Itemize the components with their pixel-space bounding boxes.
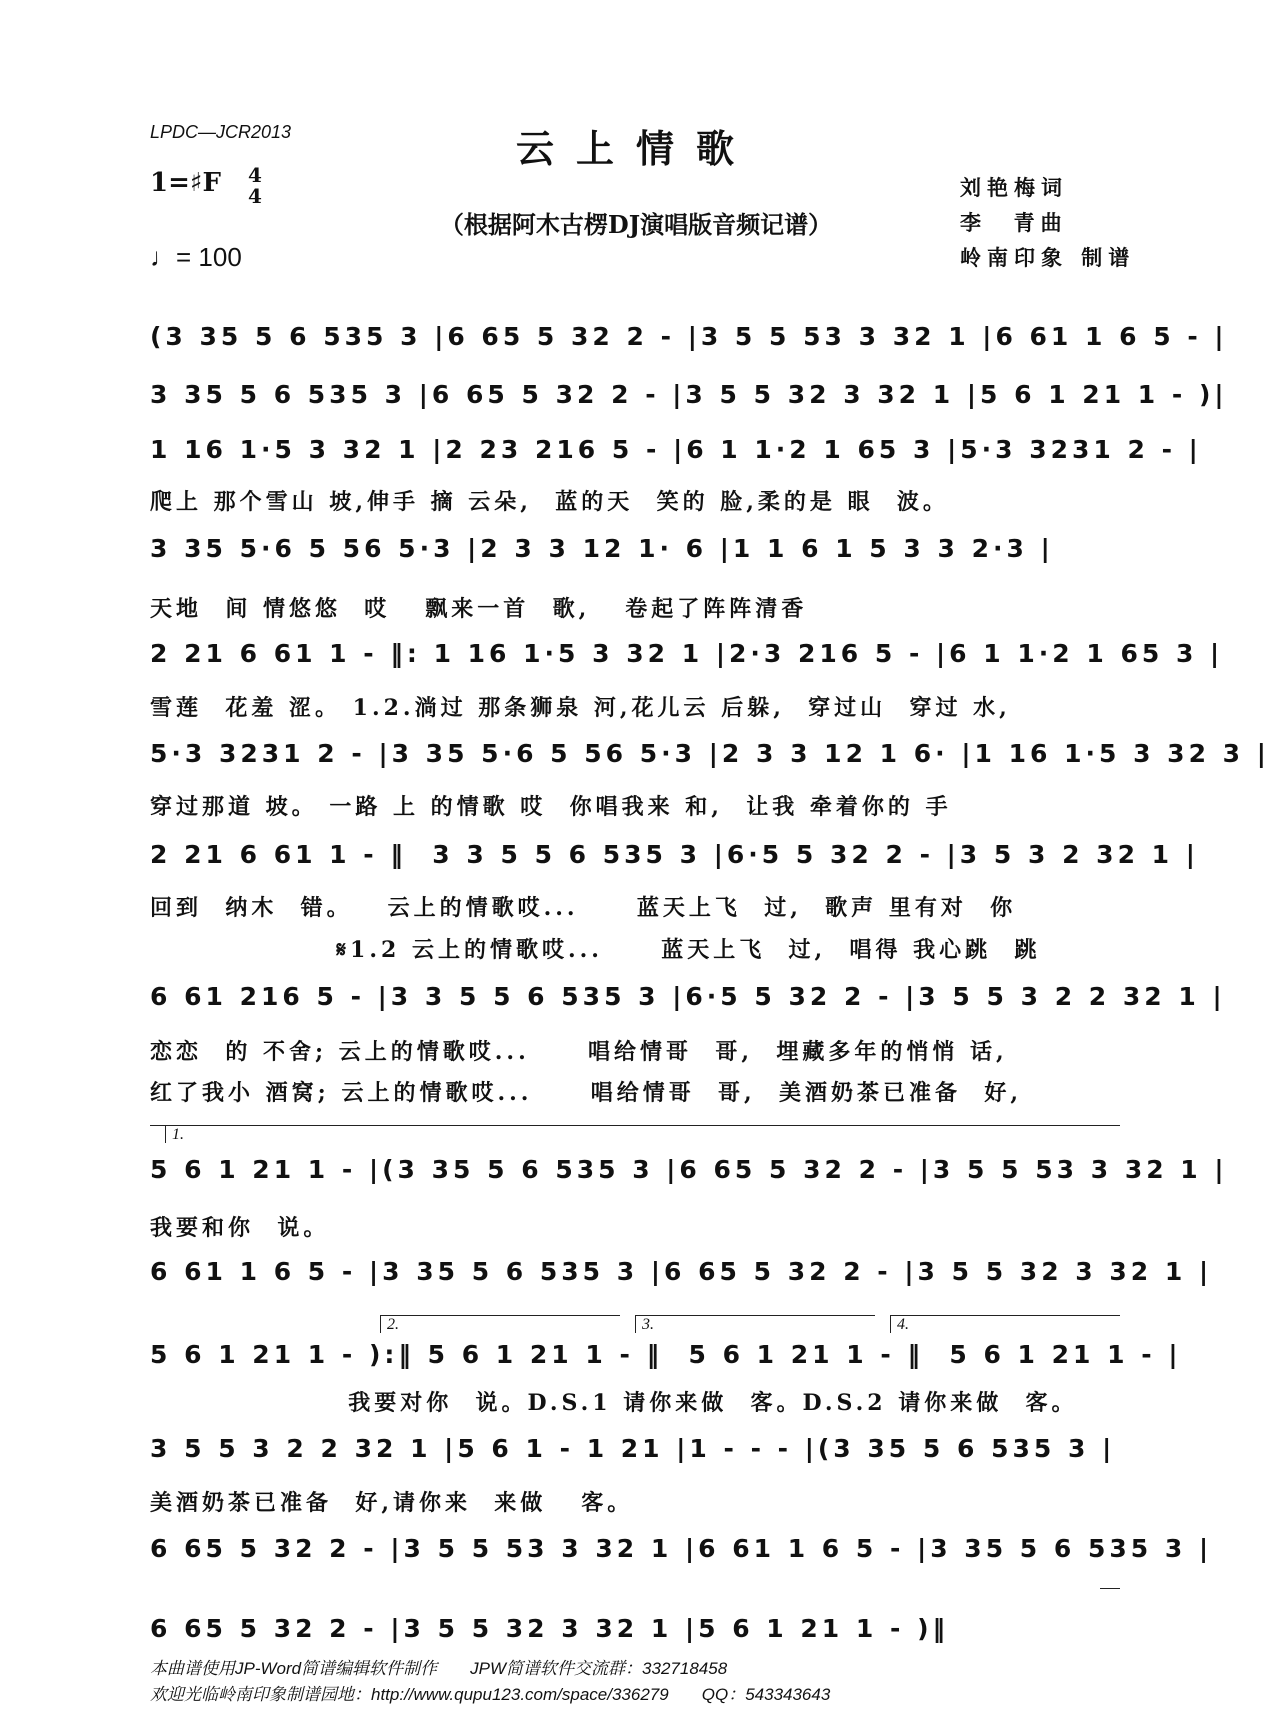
volta-2: 2. <box>380 1315 620 1333</box>
time-signature-top: 4 <box>248 163 262 187</box>
notation-line: 3 35 5·6 5 56 5·3 |2 3 3 12 1· 6 |1 1 6 1 5 3 3 2·3 | <box>150 534 1054 563</box>
notation-line: (3 35 5 6 535 3 |6 65 5 32 2 - |3 5 5 53 3 32 1 |6 61 1 6 5 - | <box>150 322 1228 351</box>
volta-3: 3. <box>635 1315 875 1333</box>
ending-bracket-line <box>1100 1588 1120 1589</box>
credits <box>960 172 1135 277</box>
notation-line: 6 65 5 32 2 - |3 5 5 32 3 32 1 |5 6 1 21 1 - )‖ <box>150 1614 949 1643</box>
lyricist: 刘艳梅词 <box>960 175 1068 200</box>
notation-line: 5 6 1 21 1 - ):‖ 5 6 1 21 1 - ‖ 5 6 1 21 1 - ‖ 5 6 1 21 1 - | <box>150 1340 1182 1369</box>
arranger: 岭南印象 制谱 <box>960 245 1136 270</box>
lyric-line: 恋恋 的 不舍; 云上的情歌哎... 唱给情哥 哥, 埋藏多年的悄悄 话, <box>150 1039 1008 1065</box>
song-title: 云上情歌 <box>515 126 756 171</box>
lyric-line: 我要对你 说。D.S.1 请你来做 客。D.S.2 请你来做 客。 <box>150 1390 1078 1416</box>
footer-website-note: 欢迎光临岭南印象制谱园地：http://www.qupu123.com/space/336279 QQ：543343643 <box>150 1685 831 1704</box>
notation-line: 3 5 5 3 2 2 32 1 |5 6 1 - 1 21 |1 - - - |(3 35 5 6 535 3 | <box>150 1434 1116 1463</box>
notation-line: 5 6 1 21 1 - |(3 35 5 6 535 3 |6 65 5 32 2 - |3 5 5 53 3 32 1 | <box>150 1155 1228 1184</box>
footer-software-note: 本曲谱使用JP-Word简谱编辑软件制作 JPW简谱软件交流群：332718458 <box>150 1659 728 1678</box>
notation-line: 1 16 1·5 3 32 1 |2 23 216 5 - |6 1 1·2 1 65 3 |5·3 3231 2 - | <box>150 435 1202 464</box>
volta-bracket-line <box>150 1125 1120 1126</box>
notation-line: 3 35 5 6 535 3 |6 65 5 32 2 - |3 5 5 32 3 32 1 |5 6 1 21 1 - )| <box>150 380 1228 409</box>
tempo-marking: ♩= 100 <box>150 242 242 272</box>
lyric-line: 红了我小 酒窝; 云上的情歌哎... 唱给情哥 哥, 美酒奶茶已准备 好, <box>150 1080 1022 1106</box>
lyric-line: 天地 间 情悠悠 哎 飘来一首 歌, 卷起了阵阵清香 <box>150 596 808 622</box>
lyric-line: 美酒奶茶已准备 好,请你来 来做 客。 <box>150 1490 634 1516</box>
notation-line: 2 21 6 61 1 - ‖: 1 16 1·5 3 32 1 |2·3 216 5 - |6 1 1·2 1 65 3 | <box>150 639 1224 668</box>
notation-line: 5·3 3231 2 - |3 35 5·6 5 56 5·3 |2 3 3 12 1 6· |1 16 1·5 3 32 3 | <box>150 739 1270 768</box>
lyric-line: 雪莲 花羞 涩。 1.2.淌过 那条狮泉 河,花儿云 后躲, 穿过山 穿过 水, <box>150 695 1011 721</box>
volta-1: 1. <box>165 1125 245 1143</box>
notation-line: 6 61 216 5 - |3 3 5 5 6 535 3 |6·5 5 32 2 - |3 5 5 3 2 2 32 1 | <box>150 982 1226 1011</box>
lyric-line: 我要和你 说。 <box>150 1215 330 1241</box>
lyric-line: 𝄋1.2 云上的情歌哎... 蓝天上飞 过, 唱得 我心跳 跳 <box>150 937 1041 963</box>
composer: 李 青曲 <box>960 210 1068 235</box>
lyric-line: 回到 纳木 错。 云上的情歌哎... 蓝天上飞 过, 歌声 里有对 你 <box>150 895 1017 921</box>
lyric-line: 穿过那道 坡。 一路 上 的情歌 哎 你唱我来 和, 让我 牵着你的 手 <box>150 794 952 820</box>
notation-line: 6 61 1 6 5 - |3 35 5 6 535 3 |6 65 5 32 2 - |3 5 5 32 3 32 1 | <box>150 1257 1213 1286</box>
volta-4: 4. <box>890 1315 1120 1333</box>
notation-line: 6 65 5 32 2 - |3 5 5 53 3 32 1 |6 61 1 6 5 - |3 35 5 6 535 3 | <box>150 1534 1213 1563</box>
subtitle: （根据阿木古楞DJ演唱版音频记谱） <box>439 210 833 239</box>
key-signature: 1=♯F <box>150 168 221 198</box>
notation-line: 2 21 6 61 1 - ‖ 3 3 5 5 6 535 3 |6·5 5 32 2 - |3 5 3 2 32 1 | <box>150 840 1199 869</box>
time-signature <box>243 165 267 207</box>
score-code: LPDC—JCR2013 <box>150 122 292 142</box>
lyric-line: 爬上 那个雪山 坡,伸手 摘 云朵, 蓝的天 笑的 脸,柔的是 眼 波。 <box>150 489 949 515</box>
time-signature-bottom: 4 <box>248 184 262 208</box>
